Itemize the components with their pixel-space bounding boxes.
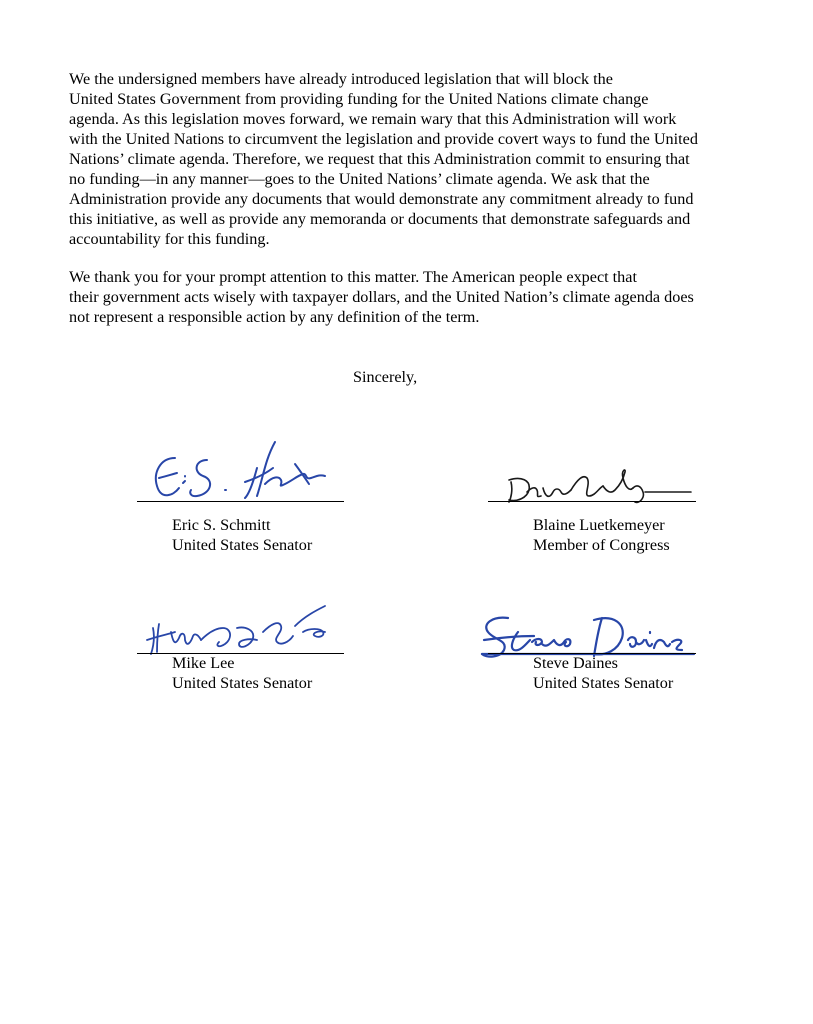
signatory-name-luetkemeyer: Blaine Luetkemeyer (533, 516, 665, 534)
signature-line-lee (137, 653, 344, 654)
signatory-title-schmitt: United States Senator (172, 536, 313, 554)
signatory-name-lee: Mike Lee (172, 654, 235, 672)
signature-schmitt (145, 438, 345, 508)
signature-line-schmitt (137, 501, 344, 502)
signatory-title-lee: United States Senator (172, 674, 313, 692)
signatory-title-daines: United States Senator (533, 674, 674, 692)
signatory-name-daines: Steve Daines (533, 654, 618, 672)
letter-paragraph-2: We thank you for your prompt attention to this matter. The American people expect that their government acts wisely with taxpayer dollars, and the United Nation’s climate agenda does not represent a responsible action by any definition of the term. (69, 268, 694, 326)
signatory-name-schmitt: Eric S. Schmitt (172, 516, 271, 534)
letter-paragraph-1: We the undersigned members have already introduced legislation that will block the United States Government from providing funding for the United Nations climate change agenda. As this legislation moves forward, we remain wary that this Administration will work with the United Nations to circumvent the legislation and provide covert ways to fund the United Nations’ climate agenda. Therefore, we request that this Administration commit to ensuring that no funding—in any manner—goes to the United Nations’ climate agenda. We ask that the Administration provide any documents that would demonstrate any commitment already to fund this initiative, as well as provide any memoranda or documents that demonstrate safeguards and accountability for this funding. (69, 70, 698, 248)
signatory-title-luetkemeyer: Member of Congress (533, 536, 670, 554)
signature-luetkemeyer (505, 462, 695, 512)
closing-salutation: Sincerely, (353, 368, 418, 386)
signature-line-luetkemeyer (488, 501, 696, 502)
